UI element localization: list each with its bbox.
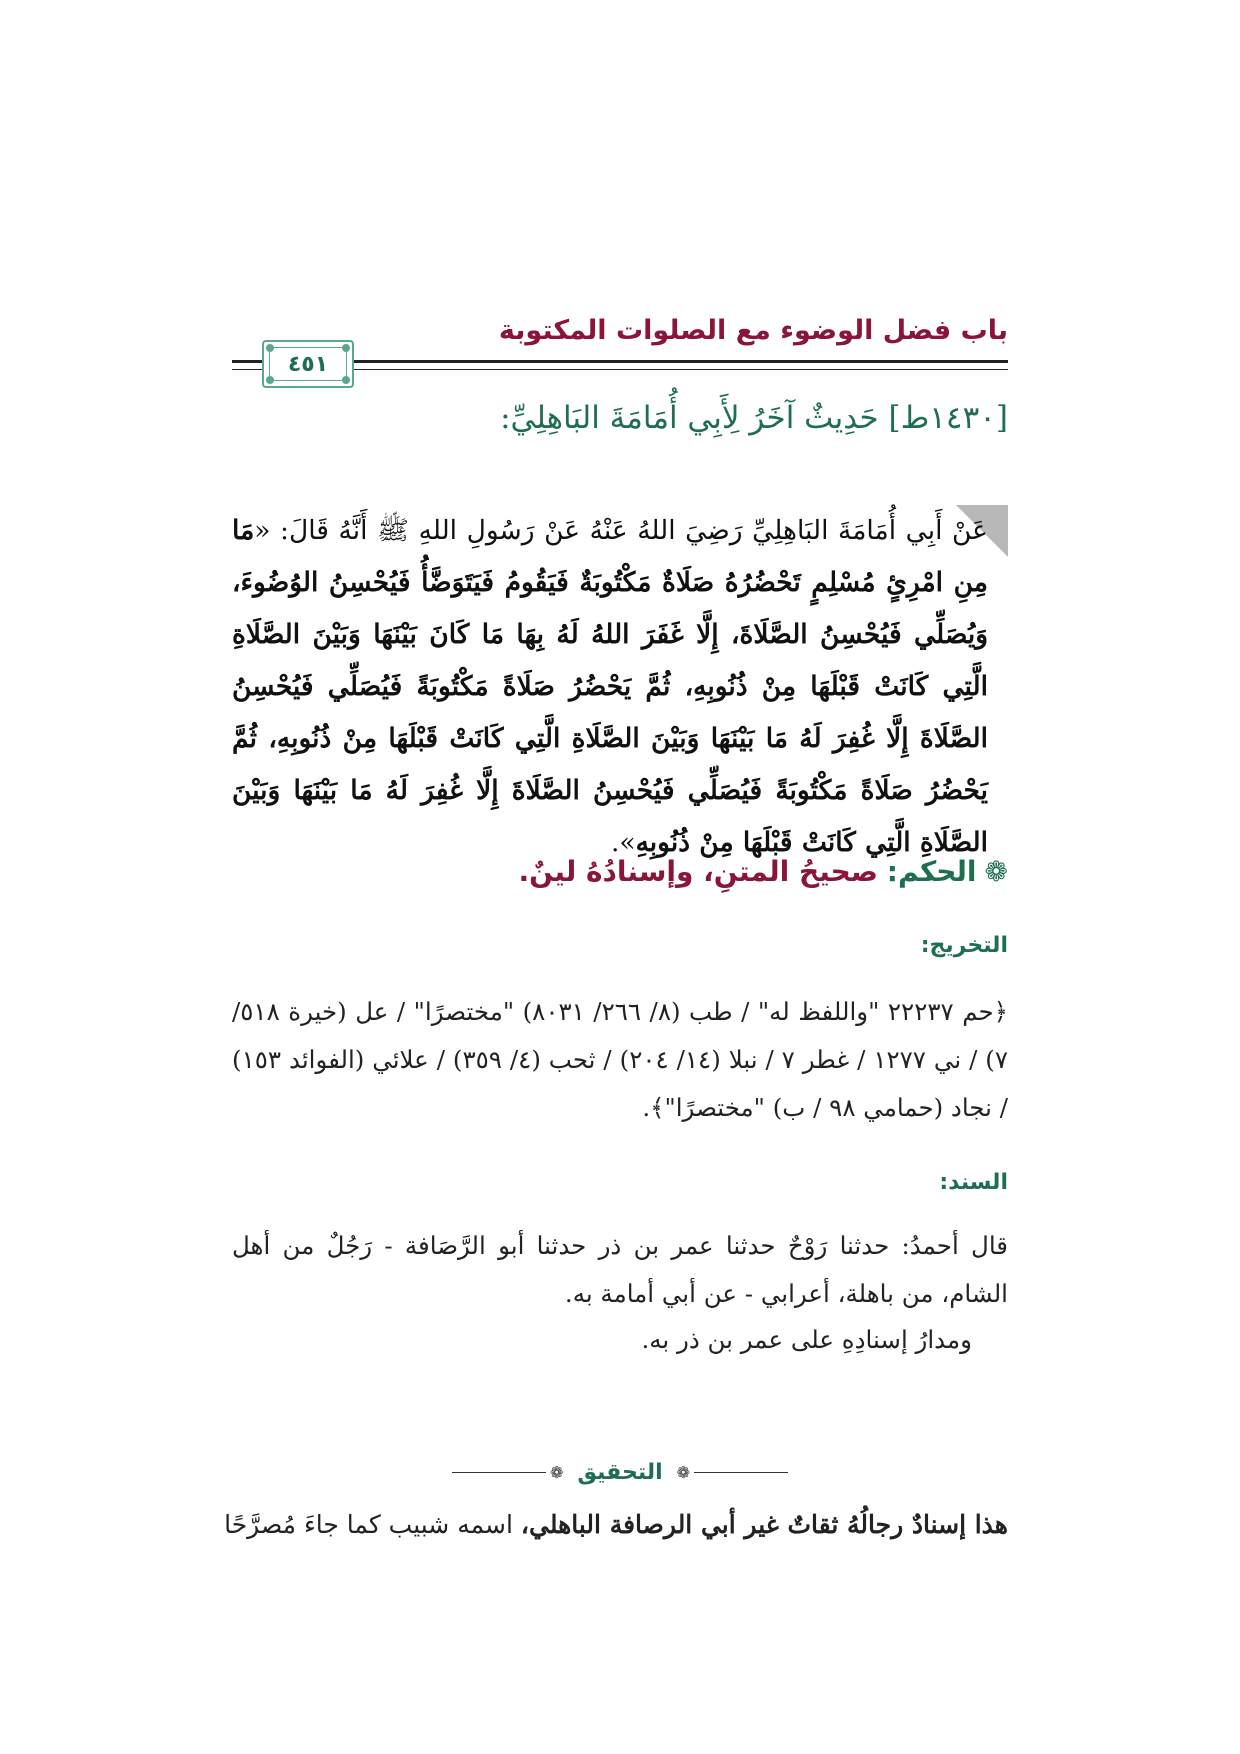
flower-icon: ❁: [984, 855, 1008, 888]
hukm-label: الحكم:: [886, 855, 977, 888]
hadith-heading: [١٤٣٠ط] حَدِيثٌ آخَرُ لِأَبِي أُمَامَةَ البَاهِلِيِّ:: [500, 400, 1008, 436]
tahqiq-label: التحقيق: [577, 1459, 663, 1485]
tahqiq-divider: [452, 1458, 788, 1486]
sanad-madar: ومدارُ إسنادِهِ على عمر بن ذر به.: [641, 1325, 972, 1354]
divider-line: [452, 1472, 546, 1473]
page-number-badge: [262, 340, 354, 388]
tahqiq-bold: هذا إسنادٌ رجالُهُ ثقاتٌ غير أبي الرصافة الباهلي،: [520, 1510, 1008, 1539]
hadith-matn: مَا مِنِ امْرِئٍ مُسْلِمٍ تَحْضُرُهُ صَلَاةٌ مَكْتُوبَةٌ فَيَقُومُ فَيَتَوَضَّأُ فَيُحْسِنُ الوُضُوءَ، وَيُصَلِّي فَيُحْسِنُ الصَّلَاةَ، إِلَّا غَفَرَ اللهُ لَهُ بِهَا مَا كَانَ بَيْنَهَا وَبَيْنَ الصَّلَاةِ الَّتِي كَانَتْ قَبْلَهَا مِنْ ذُنُوبِهِ، ثُمَّ يَحْضُرُ صَلَاةً مَكْتُوبَةً فَيُصَلِّي فَيُحْسِنُ الصَّلَاةَ إِلَّا غُفِرَ لَهُ مَا بَيْنَهَا وَبَيْنَ الصَّلَاةِ الَّتِي كَانَتْ قَبْلَهَا مِنْ ذُنُوبِهِ، ثُمَّ يَحْضُرُ صَلَاةً مَكْتُوبَةً فَيُصَلِّي فَيُحْسِنُ الصَّلَاةَ إِلَّا غُفِرَ لَهُ مَا بَيْنَهَا وَبَيْنَ الصَّلَاةِ الَّتِي كَانَتْ قَبْلَهَا مِنْ ذُنُوبِهِ: [232, 515, 988, 858]
tahqiq-text: [224, 1510, 1008, 1539]
divider-line: [694, 1472, 788, 1473]
takhrij-text: ﴿حم ٢٢٢٣٧ "واللفظ له" / طب (٨/ ٢٦٦/ ٨٠٣١) "مختصرًا" / عل (خيرة ٥١٨/ ٧) / ني ١٢٧٧ / غطر ٧ / نبلا (١٤/ ٢٠٤) / ثحب (٤/ ٣٥٩) / علائي (الفوائد ١٥٣) / نجاد (حمامي ٩٨ / ب) "مختصرًا"﴾.: [232, 997, 1009, 1122]
hadith-text: [232, 505, 988, 869]
sanad-text: قال أحمدُ: حدثنا رَوْحٌ حدثنا عمر بن ذر حدثنا أبو الرَّصَافة - رَجُلٌ من أهل الشام، من باهلة، أعرابي - عن أبي أمامة به.: [232, 1231, 1008, 1308]
hukm-line: [518, 855, 1008, 888]
ornament-icon: ❁: [676, 1462, 691, 1482]
chapter-title: باب فضل الوضوء مع الصلوات المكتوبة: [498, 315, 1008, 346]
sanad-label: السند:: [939, 1170, 1008, 1195]
page-number: ٤٥١: [269, 347, 347, 381]
tahqiq-rest: اسمه شبيب كما جاءَ مُصرَّحًا: [224, 1510, 521, 1539]
hukm-value: صحيحُ المتنِ، وإسنادُهُ لينٌ.: [518, 855, 878, 888]
takhrij-label: التخريج:: [920, 933, 1008, 958]
hadith-close: ».: [610, 827, 636, 858]
hadith-intro: عَنْ أَبِي أُمَامَةَ البَاهِلِيِّ رَضِيَ اللهُ عَنْهُ عَنْ رَسُولِ اللهِ ﷺ أَنَّهُ قَالَ: «: [254, 515, 988, 546]
ornament-icon: ❁: [549, 1462, 564, 1482]
